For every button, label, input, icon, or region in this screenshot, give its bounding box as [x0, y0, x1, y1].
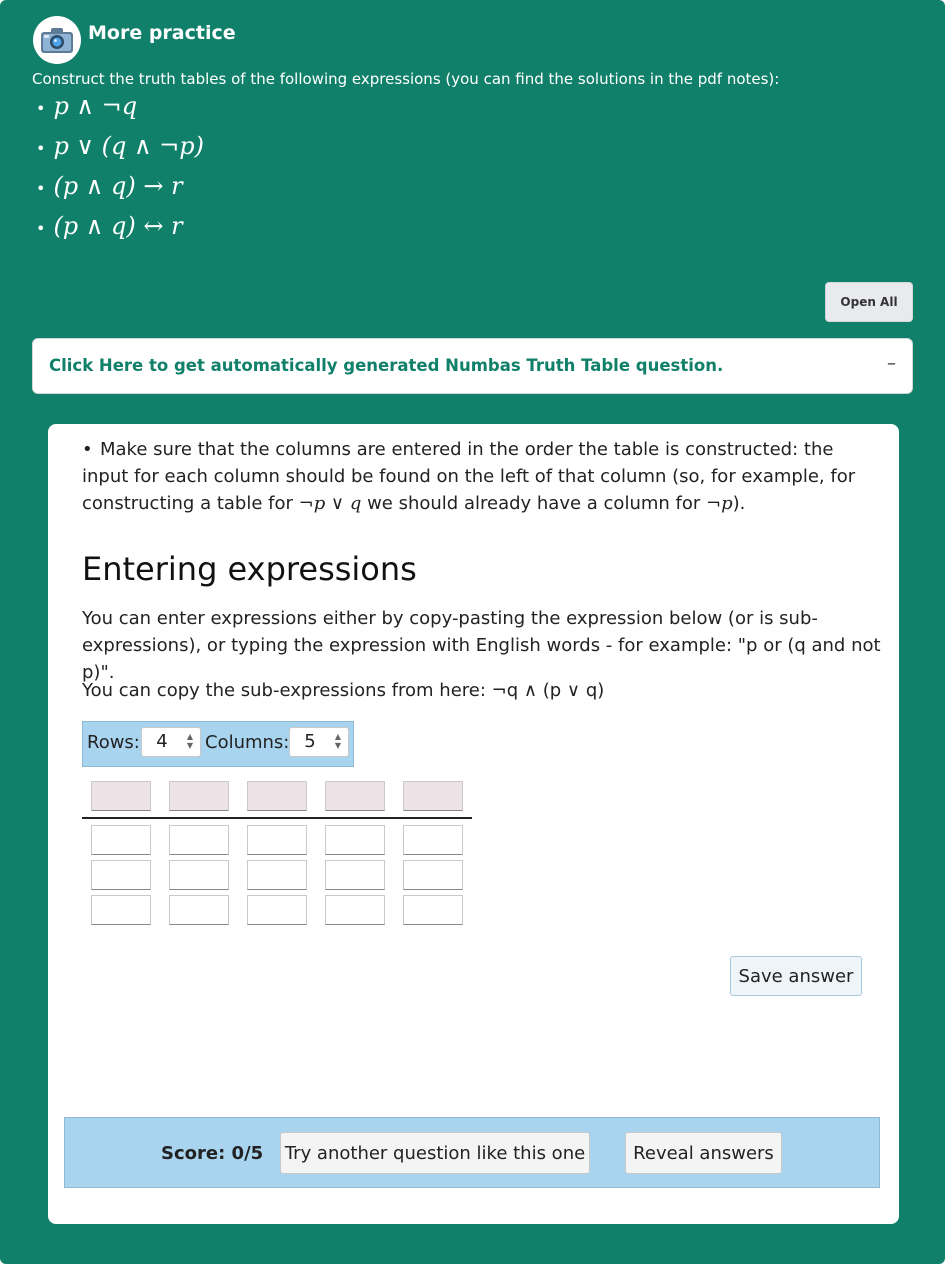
table-header-input[interactable] [91, 781, 151, 811]
accordion-label[interactable]: Click Here to get automatically generated Numbas Truth Table question. [49, 356, 724, 375]
intro-text: Construct the truth tables of the following expressions (you can find the solutions in the pdf notes): [32, 70, 780, 88]
instruction-bullet [82, 436, 872, 517]
score-bar [64, 1117, 880, 1188]
table-divider [82, 817, 472, 819]
table-dimensions [82, 721, 354, 767]
rows-label: Rows: [87, 732, 140, 753]
bullet-dot: • [82, 439, 93, 460]
table-cell-input[interactable] [91, 825, 151, 855]
save-answer-button[interactable]: Save answer [730, 956, 862, 996]
expression-help-text: You can enter expressions either by copy-pasting the expression below (or is sub-expressions), or typing the expression with English words - for example: "p or (q and not p)". [82, 608, 881, 683]
expression-item [36, 86, 204, 126]
table-cell-input[interactable] [325, 895, 385, 925]
numbas-question-card [48, 424, 899, 1224]
rows-stepper[interactable] [141, 727, 201, 757]
instruction-text: Make sure that the columns are entered in the order the table is constructed: the input for each column should be found on the left of that column (so, for example, for constructing a table for ¬p ∨ q we should already have a column for ¬p). [82, 439, 856, 514]
expression-text: (p ∧ q) ↔ r [53, 212, 183, 240]
table-cell-input[interactable] [325, 825, 385, 855]
table-cell-input[interactable] [403, 825, 463, 855]
collapse-toggle-icon[interactable]: – [887, 353, 896, 374]
table-cell-input[interactable] [403, 860, 463, 890]
numbas-accordion-header[interactable] [32, 338, 913, 394]
math-expression: ¬p ∨ q [298, 493, 362, 514]
try-another-button[interactable]: Try another question like this one [280, 1132, 590, 1174]
subexpression-text: You can copy the sub-expressions from here: ¬q ∧ (p ∨ q) [82, 680, 605, 701]
expression-text: p ∨ (q ∧ ¬p) [53, 132, 205, 160]
table-cell-input[interactable] [91, 895, 151, 925]
expression-item [36, 126, 204, 166]
expression-item [36, 206, 204, 246]
section-heading: Entering expressions [82, 550, 417, 588]
table-cell-input[interactable] [169, 825, 229, 855]
table-header-input[interactable] [247, 781, 307, 811]
columns-label: Columns: [205, 732, 290, 753]
table-header-input[interactable] [325, 781, 385, 811]
stepper-arrows-icon[interactable]: ▲ ▼ [334, 732, 342, 750]
math-expression: ¬p [706, 493, 733, 514]
columns-stepper[interactable] [289, 727, 349, 757]
expression-text: p ∧ ¬q [53, 92, 138, 120]
table-header-input[interactable] [403, 781, 463, 811]
table-cell-input[interactable] [325, 860, 385, 890]
expression-item [36, 166, 204, 206]
camera-icon [33, 16, 81, 64]
expression-text: (p ∧ q) → r [53, 172, 183, 200]
bullet-dot: • [36, 219, 46, 238]
open-all-button[interactable]: Open All [825, 282, 913, 322]
bullet-dot: • [36, 179, 46, 198]
stepper-arrows-icon[interactable]: ▲ ▼ [186, 732, 194, 750]
score-text: Score: 0/5 [161, 1143, 264, 1164]
table-cell-input[interactable] [169, 895, 229, 925]
table-cell-input[interactable] [247, 895, 307, 925]
expression-list [36, 86, 204, 246]
reveal-answers-button[interactable]: Reveal answers [625, 1132, 782, 1174]
table-cell-input[interactable] [403, 895, 463, 925]
bullet-dot: • [36, 99, 46, 118]
table-cell-input[interactable] [91, 860, 151, 890]
table-cell-input[interactable] [247, 825, 307, 855]
section-title: More practice [88, 22, 236, 44]
table-cell-input[interactable] [247, 860, 307, 890]
bullet-dot: • [36, 139, 46, 158]
columns-value[interactable]: 5 [304, 731, 316, 752]
rows-value[interactable]: 4 [156, 731, 168, 752]
table-cell-input[interactable] [169, 860, 229, 890]
table-header-input[interactable] [169, 781, 229, 811]
